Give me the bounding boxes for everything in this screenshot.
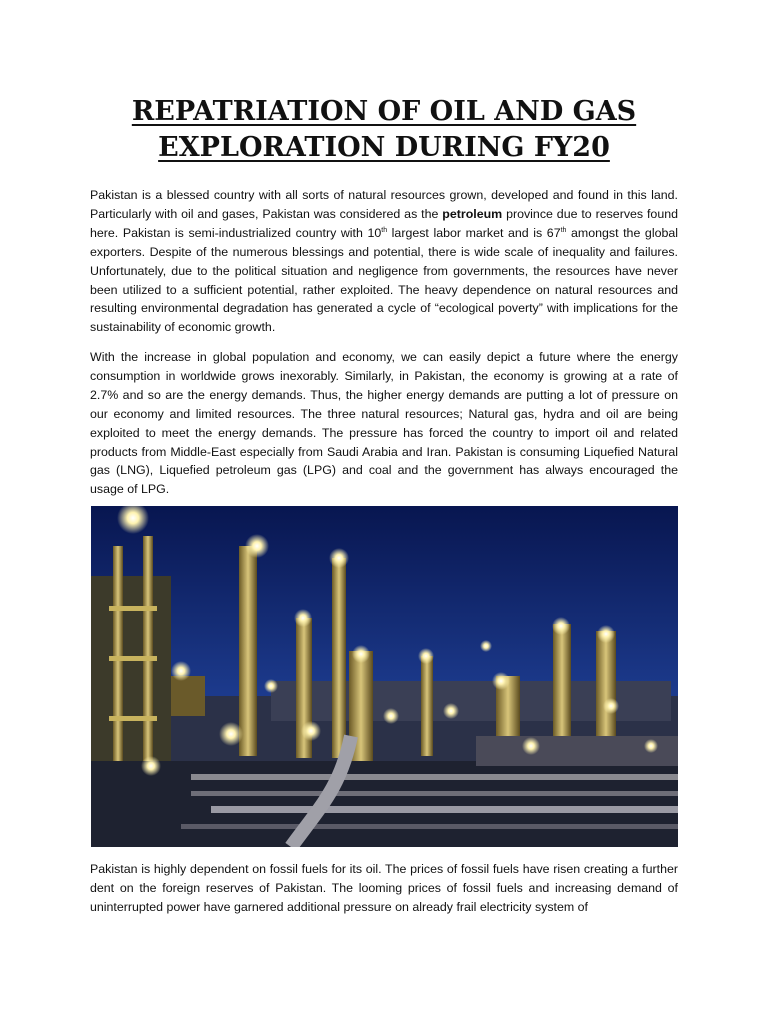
paragraph-fossil-fuels: Pakistan is highly dependent on fossil fuels for its oil. The prices of fossil fuels have risen creating a further dent on the foreign reserves of Pakistan. The looming prices of fossil fuels and increasing demand of uninterrupted power have garnered additional pressure on already frail electricity system of (90, 862, 678, 914)
p1-text-c: largest labor market and is 67 (387, 225, 561, 240)
paragraph-energy-demand: With the increase in global population and economy, we can easily depict a future where the energy consumption in worldwide grows inexorably. Similarly, in Pakistan, the economy is growing at a rate of 2.7% and so are the energy demands. Thus, the higher energy demands are putting a lot of pressure on our economy and limited resources. The three natural resources; Natural gas, hydra and oil are being exploited to meet the energy demands. The pressure has forced the country to import oil and related products from Middle-East especially from Saudi Arabia and Iran. Pakistan is consuming Liquefied Natural gas (LNG), Liquefied petroleum gas (LPG) and coal and the government has always encouraged the usage of LPG. (90, 350, 678, 497)
p1-bold-word: petroleum (442, 206, 503, 221)
p1-sup-1: th (381, 226, 388, 234)
p1-sup-2: th (560, 226, 567, 234)
title-line-2: EXPLORATION DURING FY20 (158, 132, 610, 163)
p1-text-d: amongst the global exporters. Despite of the numerous blessings and potential, there is wide scale of inequality and failures. Unfortunately, due to the political situation and negligence from governments, the resources have never been utilized to a sufficient potential, rather exploited. The heavy dependence on natural resources and resulting environmental degradation has generated a cycle of “ecological poverty” with implications for the sustainability of economic growth. (90, 225, 678, 335)
title-line-1: REPATRIATION OF OIL AND GAS (131, 96, 637, 127)
refinery-photo (91, 506, 678, 847)
paragraph-intro (90, 186, 678, 337)
document-title (90, 94, 678, 166)
p1-text-a: Pakistan is a blessed country with all sorts of natural resources grown, developed and found in this land. Particularly with oil and gases, Pakistan was considered as the (90, 188, 678, 221)
p1-text-b: province due to reserves found here. Pakistan is semi-industrialized country with 10 (90, 206, 678, 240)
